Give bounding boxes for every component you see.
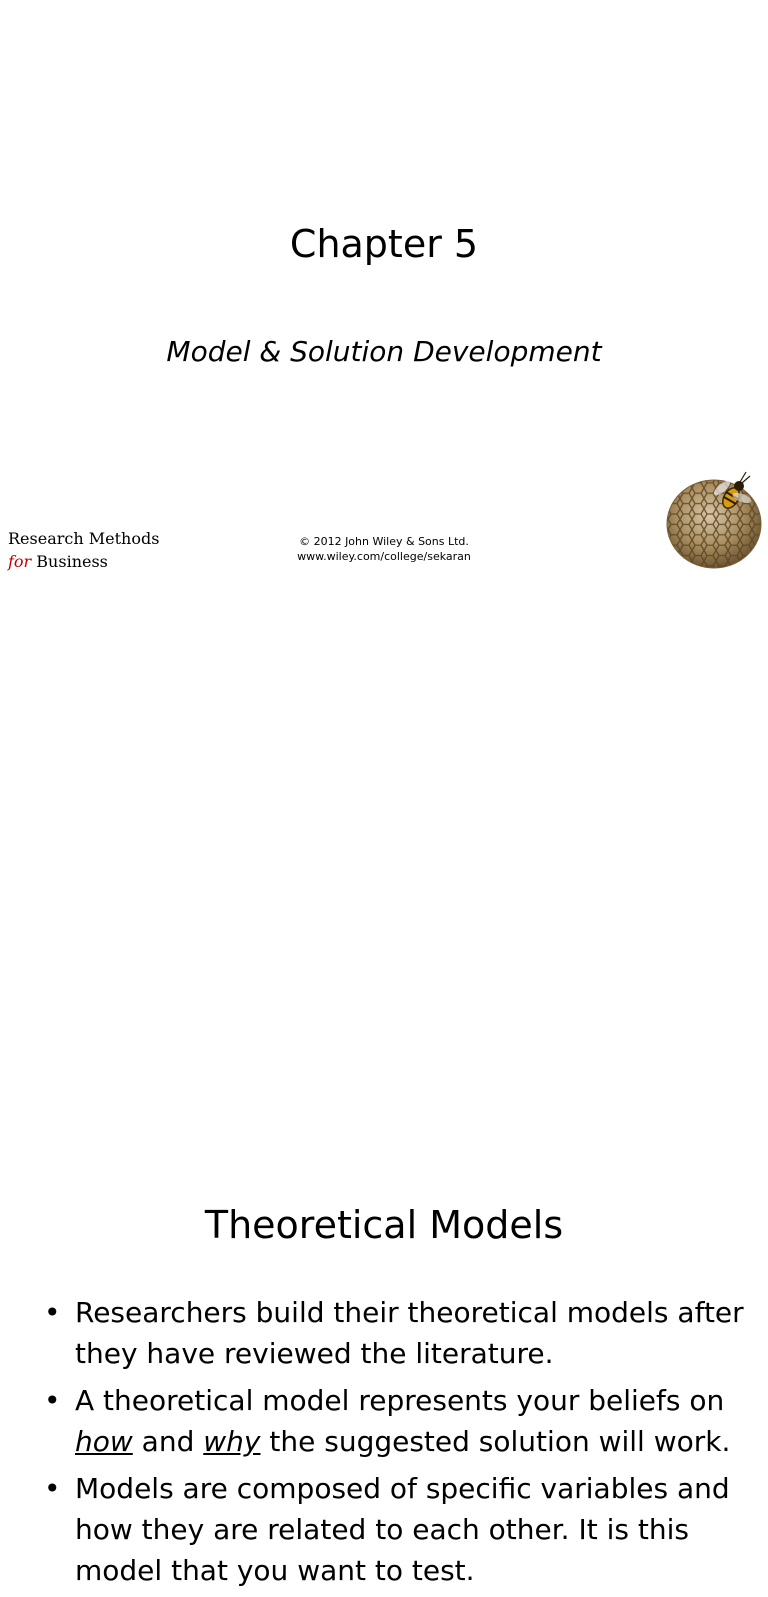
copyright-line-2: www.wiley.com/college/sekaran xyxy=(297,550,471,563)
bullet-icon: • xyxy=(44,1384,61,1417)
bullet-text: Models are composed of specific variables and how they are related to each other. It is this model that you want to test. xyxy=(75,1472,730,1587)
book-brand xyxy=(8,527,159,573)
bullet-item xyxy=(44,1468,744,1591)
title-slide xyxy=(0,0,768,576)
chapter-title: Chapter 5 xyxy=(289,222,479,266)
bullet-text: Researchers build their theoretical models after they have reviewed the literature. xyxy=(75,1296,744,1370)
slide-title: Theoretical Models xyxy=(204,1203,564,1247)
wasp-nest-icon xyxy=(656,462,768,576)
emphasis-why: why xyxy=(203,1425,261,1458)
emphasis-how: how xyxy=(75,1425,133,1458)
bullet-list xyxy=(44,1292,744,1597)
bullet-text-post: the suggested solution will work. xyxy=(260,1425,731,1458)
content-slide xyxy=(0,576,768,1587)
brand-line-2 xyxy=(8,550,159,573)
copyright-notice xyxy=(244,534,524,564)
bullet-text-mid: and xyxy=(132,1425,204,1458)
brand-for: for xyxy=(8,552,32,571)
bullet-text-pre: A theoretical model represents your beliefs on xyxy=(75,1384,725,1417)
bullet-icon: • xyxy=(44,1472,61,1505)
bullet-item xyxy=(44,1380,744,1462)
copyright-line-1: © 2012 John Wiley & Sons Ltd. xyxy=(299,535,469,548)
brand-line-1: Research Methods xyxy=(8,529,160,548)
chapter-subtitle: Model & Solution Development xyxy=(166,335,602,368)
bullet-item xyxy=(44,1292,744,1374)
bullet-icon: • xyxy=(44,1296,61,1329)
brand-business: Business xyxy=(36,552,108,571)
